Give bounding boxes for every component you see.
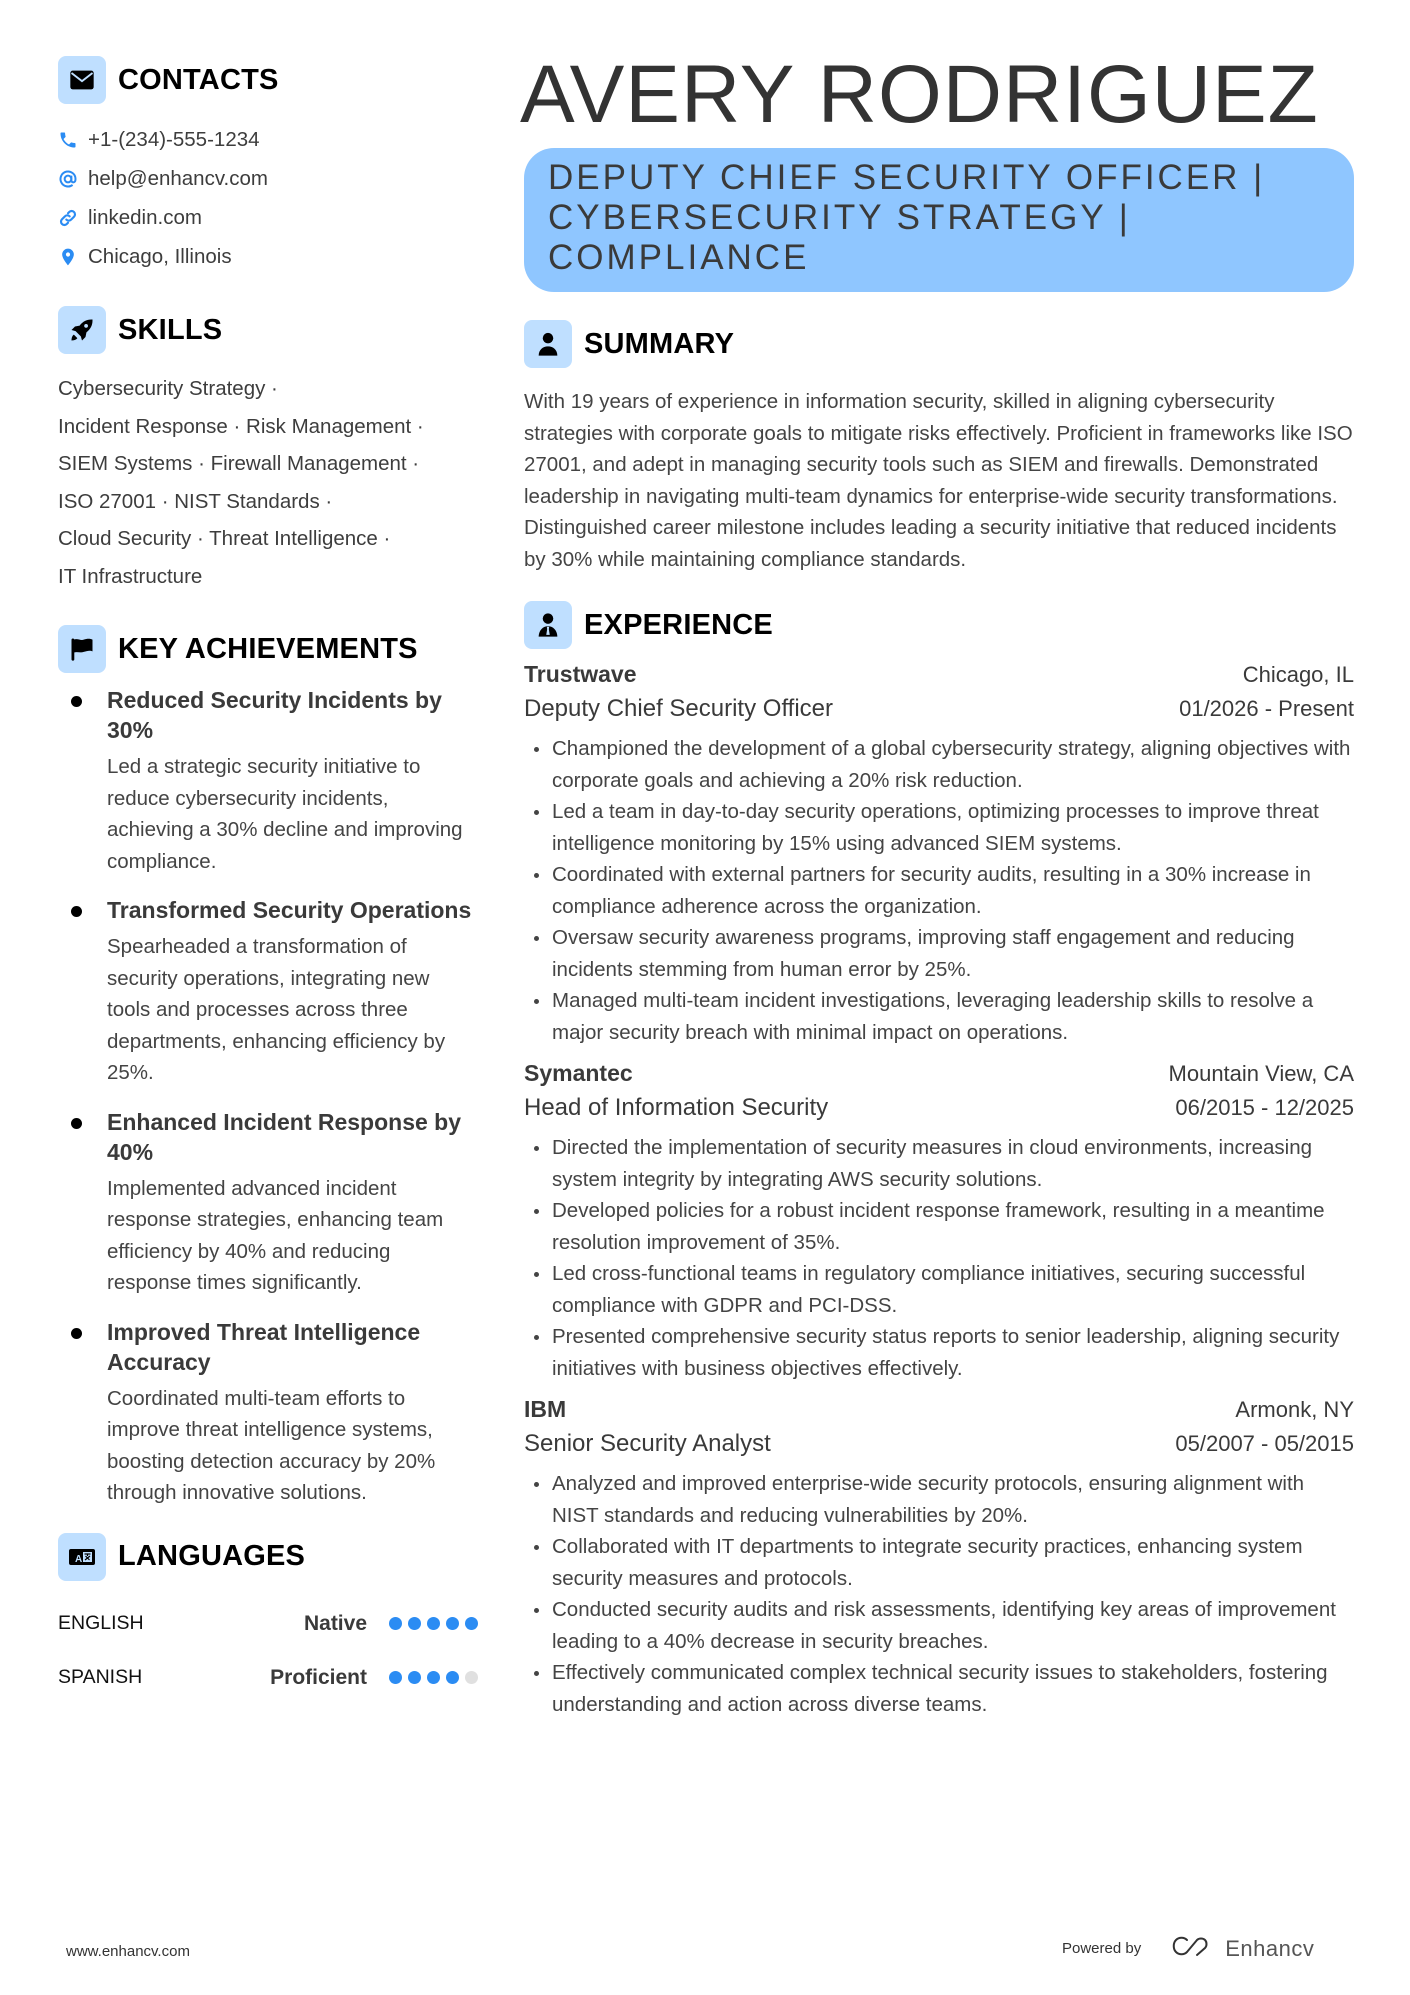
contacts-section xyxy=(58,56,478,276)
phone-text[interactable]: +1-(234)-555-1234 xyxy=(88,127,260,151)
skills-list xyxy=(58,370,478,595)
section-header xyxy=(524,320,1354,368)
job-bullet: Led cross-functional teams in regulatory compliance initiatives, securing successful compliance with GDPR and PCI-DSS. xyxy=(524,1258,1354,1321)
section-header xyxy=(524,601,1354,649)
skill-line: Cloud Security · Threat Intelligence · xyxy=(58,527,391,550)
section-header xyxy=(58,1533,478,1581)
email-text[interactable]: help@enhancv.com xyxy=(88,166,268,190)
job-entry xyxy=(524,1396,1354,1720)
language-level: Native xyxy=(303,1611,367,1635)
job-bullet: Coordinated with external partners for security audits, resulting in a 30% increase in compliance adherence across the organization. xyxy=(524,859,1354,922)
contact-phone xyxy=(58,120,478,159)
language-name: ENGLISH xyxy=(58,1612,144,1634)
job-role: Head of Information Security xyxy=(524,1094,829,1121)
achievement-title: Improved Threat Intelligence Accuracy xyxy=(107,1318,421,1375)
language-list xyxy=(58,1597,478,1705)
svg-text:A: A xyxy=(75,1553,83,1565)
achievement-title: Transformed Security Operations xyxy=(107,897,472,923)
powered-by-label: Powered by xyxy=(1062,1940,1142,1957)
skill-line: SIEM Systems · Firewall Management · xyxy=(58,452,420,475)
phone-icon xyxy=(58,130,88,150)
job-bullet: Championed the development of a global cybersecurity strategy, aligning objectives with corporate goals and achieving a 20% risk reduction. xyxy=(524,733,1354,796)
job-bullet: Collaborated with IT departments to integrate security practices, enhancing system security measures and protocols. xyxy=(524,1531,1354,1594)
job-bullet: Led a team in day-to-day security operations, optimizing processes to improve threat intelligence monitoring by 15% using advanced SIEM systems. xyxy=(524,796,1354,859)
bullet-dot xyxy=(71,1118,82,1129)
job-bullet: Developed policies for a robust incident response framework, resulting in a meantime resolution improvement of 35%. xyxy=(524,1195,1354,1258)
achievement-desc: Implemented advanced incident response strategies, enhancing team efficiency by 40% and reducing response times significantly. xyxy=(107,1176,444,1294)
envelope-icon xyxy=(58,56,106,104)
headline-line: CYBERSECURITY STRATEGY | xyxy=(548,198,1131,237)
achievement-item xyxy=(58,1107,478,1299)
job-bullets xyxy=(524,733,1354,1048)
company-name: Trustwave xyxy=(524,661,637,687)
job-bullet: Analyzed and improved enterprise-wide security protocols, ensuring alignment with NIST standards and reducing vulnerabilities by 20%. xyxy=(524,1468,1354,1531)
company-name: Symantec xyxy=(524,1060,633,1086)
section-title: EXPERIENCE xyxy=(584,608,773,641)
section-title: SKILLS xyxy=(118,313,223,346)
job-role: Senior Security Analyst xyxy=(524,1430,771,1457)
job-bullet: Presented comprehensive security status reports to senior leadership, aligning security initiatives with business objectives effectively. xyxy=(524,1321,1354,1384)
section-title: SUMMARY xyxy=(584,327,735,360)
skill-line: IT Infrastructure xyxy=(58,564,203,588)
achievement-desc: Led a strategic security initiative to reduce cybersecurity incidents, achieving a 30% decline and improving compliance. xyxy=(107,755,463,873)
summary-text: With 19 years of experience in information security, skilled in aligning cybersecurity strategies with corporate goals to mitigate risks effectively. Proficient in frameworks like ISO 27001, and adept in managing security tools such as SIEM and firewalls. Demonstrated leadership in navigating multi-team dynamics for enterprise-wide security transformations. Distinguished career milestone includes leading a security initiative that reduced incidents by 30% while maintaining compliance standards. xyxy=(524,390,1353,571)
summary-section xyxy=(524,320,1354,575)
section-header xyxy=(58,56,478,104)
achievement-item xyxy=(58,895,478,1089)
proficiency-dots xyxy=(389,1671,478,1684)
job-bullet: Oversaw security awareness programs, improving staff engagement and reducing incidents stemming from human error by 25%. xyxy=(524,922,1354,985)
footer-branding xyxy=(1062,1934,1314,1963)
achievements-section xyxy=(58,625,478,1509)
flag-icon xyxy=(58,625,106,673)
language-name: SPANISH xyxy=(58,1666,143,1688)
language-item xyxy=(58,1651,478,1705)
skill-line: Cybersecurity Strategy · xyxy=(58,377,278,400)
job-entry xyxy=(524,661,1354,1048)
enhancv-brand-text: Enhancv xyxy=(1225,1935,1315,1961)
achievement-item xyxy=(58,1317,478,1509)
job-location: Mountain View, CA xyxy=(1168,1061,1354,1086)
skills-section xyxy=(58,306,478,595)
achievement-desc: Spearheaded a transformation of security operations, integrating new tools and processes across three departments, enhancing efficiency by 25%. xyxy=(107,935,446,1084)
job-entry xyxy=(524,1060,1354,1384)
job-location: Armonk, NY xyxy=(1235,1397,1354,1422)
job-bullet: Managed multi-team incident investigations, leveraging leadership skills to resolve a major security breach with minimal impact on operations. xyxy=(524,985,1354,1048)
contact-email xyxy=(58,159,478,198)
job-bullet: Effectively communicated complex technical security issues to stakeholders, fostering understanding and action across diverse teams. xyxy=(524,1657,1354,1720)
section-header xyxy=(58,306,478,354)
job-bullets xyxy=(524,1468,1354,1720)
job-dates: 06/2015 - 12/2025 xyxy=(1175,1095,1354,1120)
company-name: IBM xyxy=(524,1396,567,1422)
section-header xyxy=(58,625,478,673)
achievement-title: Enhanced Incident Response by 40% xyxy=(107,1108,462,1165)
translate-icon xyxy=(58,1533,106,1581)
footer-website[interactable]: www.enhancv.com xyxy=(66,1943,190,1960)
bullet-dot xyxy=(71,696,82,707)
person-icon xyxy=(524,320,572,368)
job-bullets xyxy=(524,1132,1354,1384)
experience-section xyxy=(524,601,1354,1720)
job-list xyxy=(524,661,1354,1720)
skill-line: ISO 27001 · NIST Standards · xyxy=(58,489,333,513)
language-level: Proficient xyxy=(270,1665,367,1689)
headline-line: DEPUTY CHIEF SECURITY OFFICER | xyxy=(548,158,1266,197)
achievement-item xyxy=(58,685,478,877)
contact-linkedin xyxy=(58,198,478,237)
contact-location xyxy=(58,237,478,276)
job-dates: 01/2026 - Present xyxy=(1179,696,1354,721)
languages-section xyxy=(58,1533,478,1705)
left-column xyxy=(58,56,478,1705)
linkedin-text[interactable]: linkedin.com xyxy=(88,205,202,229)
job-dates: 05/2007 - 05/2015 xyxy=(1175,1431,1354,1456)
job-bullet: Directed the implementation of security measures in cloud environments, increasing system integrity by integrating AWS security solutions. xyxy=(524,1132,1354,1195)
location-text: Chicago, Illinois xyxy=(88,244,232,268)
contact-list xyxy=(58,120,478,276)
enhancv-logo-icon xyxy=(1167,1934,1217,1963)
headline-box xyxy=(524,148,1354,292)
location-pin-icon xyxy=(58,247,88,267)
achievement-title: Reduced Security Incidents by 30% xyxy=(107,687,442,743)
at-icon xyxy=(58,169,88,189)
businessperson-icon xyxy=(524,601,572,649)
right-column xyxy=(520,49,1354,1732)
skill-line: Incident Response · Risk Management · xyxy=(58,414,424,438)
achievement-list xyxy=(58,685,478,1509)
section-title: KEY ACHIEVEMENTS xyxy=(118,632,418,665)
rocket-icon xyxy=(58,306,106,354)
link-icon xyxy=(58,208,88,228)
language-item xyxy=(58,1597,478,1651)
section-title: CONTACTS xyxy=(118,63,279,96)
candidate-name: AVERY RODRIGUEZ xyxy=(520,49,1319,140)
headline-line: COMPLIANCE xyxy=(548,238,810,277)
proficiency-dots xyxy=(389,1617,478,1630)
bullet-dot xyxy=(71,906,82,917)
job-role: Deputy Chief Security Officer xyxy=(524,695,834,722)
bullet-dot xyxy=(71,1328,82,1339)
section-title: LANGUAGES xyxy=(118,1540,306,1572)
job-location: Chicago, IL xyxy=(1242,662,1354,687)
job-bullet: Conducted security audits and risk assessments, identifying key areas of improvement leading to a 40% decrease in security breaches. xyxy=(524,1594,1354,1657)
achievement-desc: Coordinated multi-team efforts to improve threat intelligence systems, boosting detection accuracy by 20% through innovative solutions. xyxy=(107,1386,436,1504)
